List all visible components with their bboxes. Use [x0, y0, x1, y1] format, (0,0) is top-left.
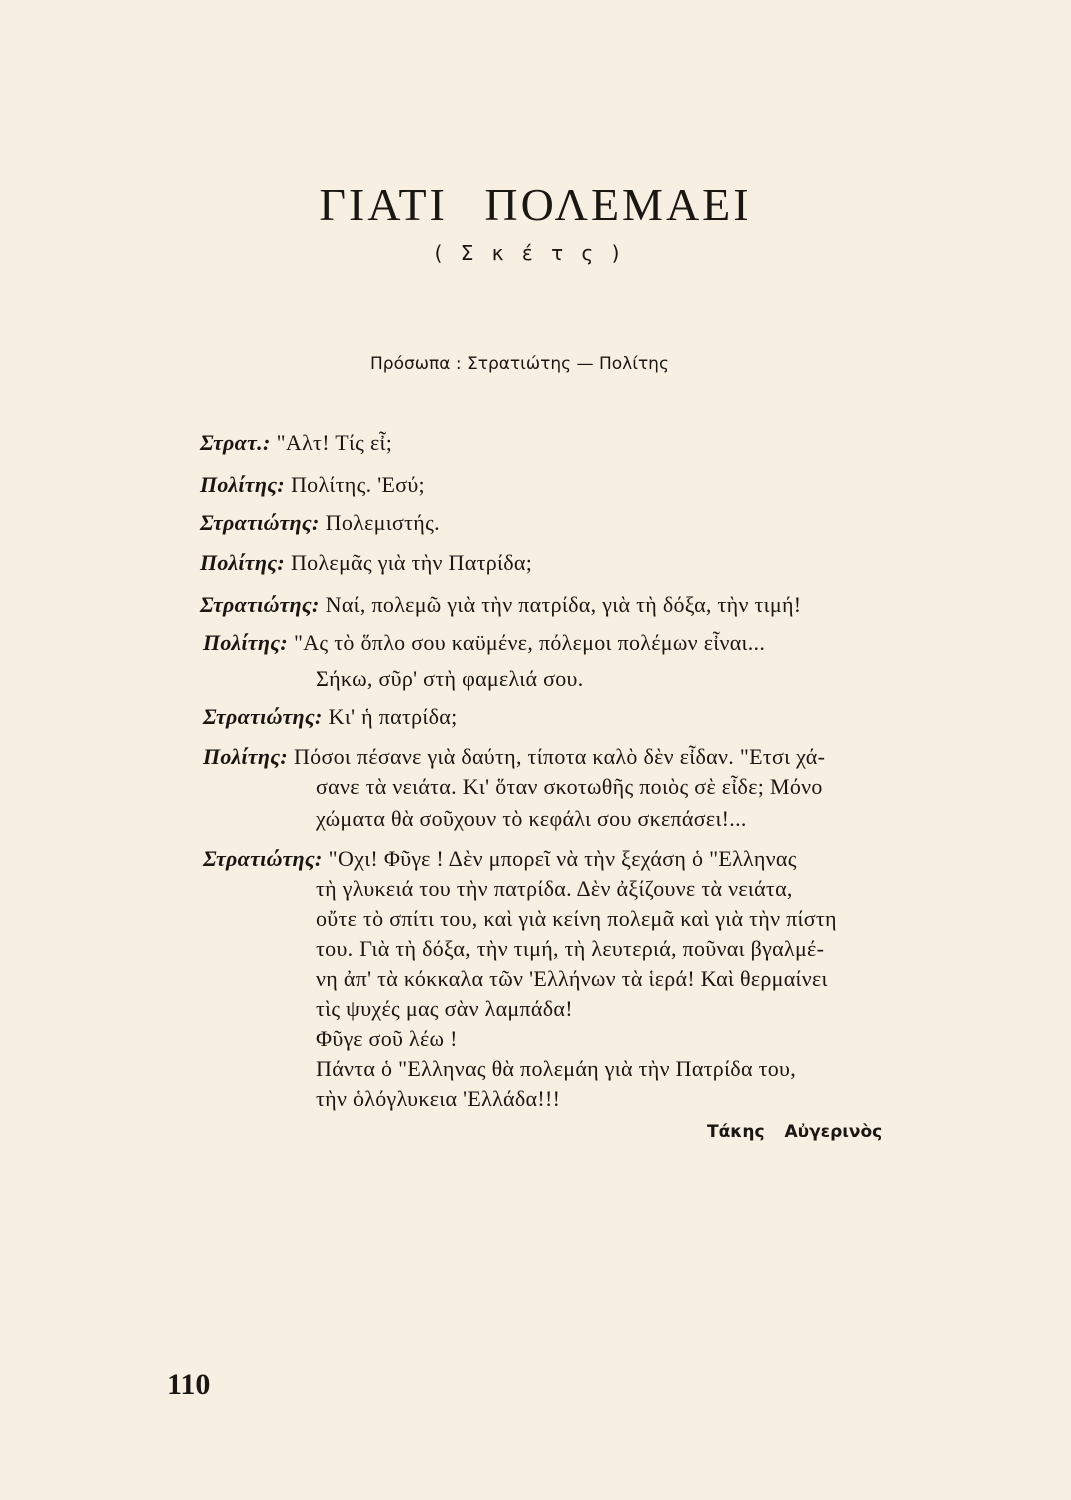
- speech-continuation: Φῦγε σοῦ λέω !: [316, 1026, 458, 1051]
- dialogue-line: [200, 592, 801, 618]
- speech-continuation: τὴ γλυκειά του τὴν πατρίδα. Δὲν ἀξίζουνε τὰ νειάτα,: [316, 876, 793, 901]
- page-title: ΓΙΑΤΙ ΠΟΛΕΜΑΕΙ: [319, 179, 752, 230]
- speech-continuation: τὶς ψυχές μας σὰν λαμπάδα!: [316, 996, 573, 1021]
- dialogue-line: [203, 630, 765, 656]
- speech-continuation: χώματα θὰ σοῦχουν τὸ κεφάλι σου σκεπάσει!...: [316, 806, 747, 831]
- speech-continuation: νη ἀπ' τὰ κόκκαλα τῶν 'Ελλήνων τὰ ἱερά! Καὶ θερμαίνει: [316, 966, 828, 991]
- speaker-label: Στρατιώτης:: [200, 510, 320, 535]
- speech-continuation: τὴν ὁλόγλυκεια 'Ελλάδα!!!: [316, 1086, 561, 1111]
- author-signature: Τάκης Αὐγερινὸς: [707, 1122, 883, 1142]
- speech-continuation: του. Γιὰ τὴ δόξα, τὴν τιμή, τὴ λευτεριά, ποῦναι βγαλμέ-: [316, 936, 825, 961]
- dialogue-line: [203, 846, 797, 872]
- subtitle: ( Σ κ έ τ ς ): [434, 241, 626, 265]
- speech-text: Πολεμᾶς γιὰ τὴν Πατρίδα;: [290, 550, 533, 575]
- speaker-label: Στρατ.:: [200, 430, 271, 455]
- speaker-label: Πολίτης:: [200, 550, 285, 575]
- speaker-label: Στρατιώτης:: [203, 846, 323, 871]
- speaker-label: Στρατιώτης:: [203, 704, 323, 729]
- page-number: 110: [167, 1368, 211, 1401]
- dialogue-line: [203, 744, 825, 770]
- dialogue-line: [200, 510, 440, 536]
- speaker-label: Στρατιώτης:: [200, 592, 320, 617]
- speech-text: Πόσοι πέσανε γιὰ δαύτη, τίποτα καλὸ δὲν εἶδαν. "Ετσι χά-: [293, 744, 826, 769]
- speech-text: "Ας τὸ ὅπλο σου καϋμένε, πόλεμοι πολέμων εἶναι...: [293, 630, 766, 655]
- speech-text: Ναί, πολεμῶ γιὰ τὴν πατρίδα, γιὰ τὴ δόξα, τὴν τιμή!: [325, 592, 802, 617]
- speech-text: Κι' ἡ πατρίδα;: [328, 704, 458, 729]
- speaker-label: Πολίτης:: [200, 472, 285, 497]
- speech-continuation: οὔτε τὸ σπίτι του, καὶ γιὰ κείνη πολεμᾶ καὶ γιὰ τὴν πίστη: [316, 906, 837, 931]
- speech-text: Πολίτης. 'Εσύ;: [290, 472, 425, 497]
- speaker-label: Πολίτης:: [203, 744, 288, 769]
- dialogue-line: [200, 550, 532, 576]
- speech-text: "Αλτ! Τίς εἶ;: [276, 430, 393, 455]
- dialogue-line: [200, 472, 425, 498]
- dialogue-line: [203, 704, 458, 730]
- persons-line: Πρόσωπα : Στρατιώτης — Πολίτης: [370, 354, 669, 374]
- speaker-label: Πολίτης:: [203, 630, 288, 655]
- speech-text: "Οχι! Φῦγε ! Δὲν μπορεῖ νὰ τὴν ξεχάση ὁ "Ελληνας: [328, 846, 797, 871]
- speech-continuation: σανε τὰ νειάτα. Κι' ὅταν σκοτωθῆς ποιὸς σὲ εἶδε; Μόνο: [316, 774, 823, 799]
- speech-continuation: Πάντα ὁ "Ελληνας θὰ πολεμάη γιὰ τὴν Πατρίδα του,: [316, 1056, 797, 1081]
- dialogue-line: [200, 430, 392, 456]
- speech-text: Πολεμιστής.: [325, 510, 440, 535]
- speech-continuation: Σήκω, σῦρ' στὴ φαμελιά σου.: [316, 666, 584, 691]
